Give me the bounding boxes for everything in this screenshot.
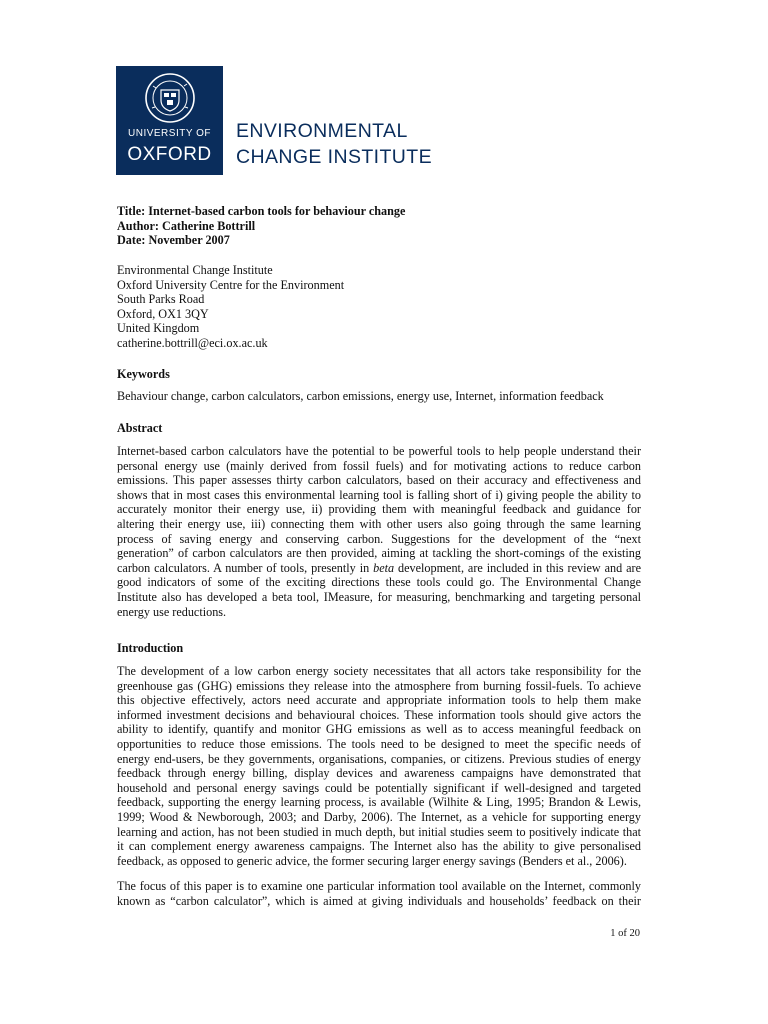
abstract-line: process of saving energy and conserving carbon. Suggestions for the development of the “next [117,531,641,546]
abstract-line: emissions. This paper assesses thirty carbon calculators, based on their accuracy and effectiveness and [117,473,641,488]
intro-line: opportunities to reduce those emissions. The tools need to be designed to meet the specific needs of [117,736,641,751]
abstract-body [117,444,641,619]
address-line: United Kingdom [117,321,200,336]
abstract-beta-italic: beta [373,560,395,575]
eci-logo [116,66,432,175]
oxford-crest-icon [144,72,196,124]
address-line: Environmental Change Institute [117,263,273,277]
keywords-body [117,389,641,404]
author-email-link[interactable]: catherine.bottrill@eci.ox.ac.uk [117,335,268,350]
abstract-line: accurately monitor their energy use, ii) providing them with meaningful feedback and guidance for [117,502,641,517]
abstract-line: generation” of carbon calculators are then provided, aiming at tackling the short-comings of the existing [117,546,641,561]
address-line: Oxford, OX1 3QY [117,306,209,321]
logo-institute-line1: ENVIRONMENTAL [236,120,408,142]
address-line: South Parks Road [117,292,205,307]
abstract-text: development, are included in this review and are [394,560,641,575]
intro-line: feedback through energy billing, display devices and awareness campaigns have demonstrated that [117,766,641,781]
abstract-section [117,421,641,436]
intro-line: feedback, as opposed to generic advice, the former securing larger energy savings (Benders et al., 2006). [117,853,627,868]
abstract-line-beta [117,561,641,576]
page-number: 1 of 20 [610,928,640,939]
keywords-heading: Keywords [117,367,170,381]
keywords-text: Behaviour change, carbon calculators, carbon emissions, energy use, Internet, information feedback [117,389,604,403]
introduction-section [117,641,641,656]
logo-institute-line2: CHANGE INSTITUTE [236,146,432,168]
abstract-line: shows that in most cases this environmental learning tool is falling short of i) giving people the ability to [117,487,641,502]
intro-line: known as “carbon calculator”, which is aimed at giving individuals and households’ feedback on their [117,893,641,908]
intro-line: greenhouse gas (GHG) emissions they release into the atmosphere from burning fossil-fuels. To achieve [117,678,641,693]
abstract-line: energy use reductions. [117,604,227,619]
intro-line: feedback, supporting the energy learning process, is available (Wilhite & Ling, 1995; Brandon & Lewis, [117,795,641,810]
document-title: Title: Internet-based carbon tools for behaviour change [117,204,406,218]
document-meta [117,204,641,248]
intro-line: it can complement energy awareness campaigns. The Internet also has the ability to give personalised [117,839,641,854]
logo-university-of: UNIVERSITY OF [128,128,211,139]
intro-line: learning and action, has not been studied in much depth, but initial studies seem to positively indicate that [117,824,641,839]
introduction-heading: Introduction [117,641,184,655]
document-date: Date: November 2007 [117,233,230,248]
abstract-line: Internet-based carbon calculators have the potential to be powerful tools to help people understand their [117,444,641,458]
intro-line: ability to identify, quantify and monitor GHG emissions as well as to access meaningful feedback on [117,722,641,737]
address-line: Oxford University Centre for the Environment [117,277,345,292]
document-author: Author: Catherine Bottrill [117,218,256,233]
intro-line: this objective effectively, actors need accurate and appropriate information tools to help them make [117,693,641,708]
logo-oxford: OXFORD [127,144,212,165]
abstract-line: Institute also has developed a beta tool, IMeasure, for measuring, benchmarking and targeting personal [117,589,641,604]
intro-line: 1999; Wood & Newborough, 2003; and Darby, 2006). The Internet, as a vehicle for supporting energy [117,809,641,824]
abstract-text: carbon calculators. A number of tools, presently in [117,560,374,575]
abstract-line: good indicators of some of the exciting directions these tools could go. The Environmental Change [117,575,641,590]
intro-line: The focus of this paper is to examine one particular information tool available on the Internet, commonly [117,879,641,893]
intro-line: household and personal energy savings could be potentially significant if well-designed and targeted [117,780,641,795]
address-block [117,263,641,351]
introduction-para1 [117,664,641,868]
introduction-para2 [117,879,641,908]
abstract-line: altering their energy use, iii) connecting them with other users also going through the same learning [117,516,641,531]
intro-line: energy end-users, be they governments, organisations, companies, or citizens. Previous studies of energy [117,751,641,766]
intro-line: informed investment decisions and behavioural choices. These information tools should give actors the [117,707,641,722]
keywords-section [117,367,641,382]
abstract-heading: Abstract [117,421,163,435]
intro-line: The development of a low carbon energy society necessitates that all actors take responsibility for the [117,664,641,678]
oxford-logo-block [116,66,223,175]
abstract-line: personal energy use (mainly derived from fossil fuels) and for motivating actions to reduce carbon [117,458,641,473]
